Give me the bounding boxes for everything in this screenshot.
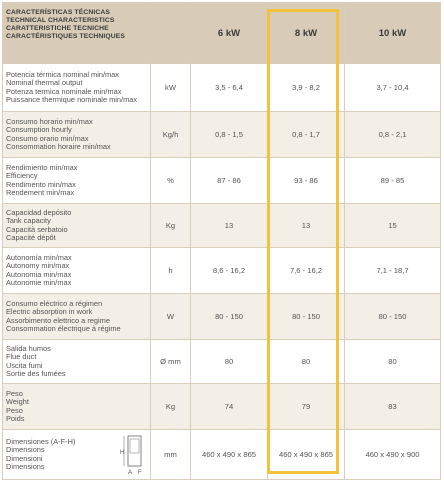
row-description [3, 158, 151, 204]
row-unit: Kg/h [151, 112, 191, 158]
dim-letter-h: H [120, 450, 125, 456]
table-row [3, 294, 441, 340]
desc-line: Autonomia min/max [6, 269, 72, 279]
model-header-8kw: 8 kW [268, 3, 345, 64]
row-unit: % [151, 158, 191, 204]
value-8kw: 80 - 150 [268, 294, 345, 340]
value-10kw: 89 - 85 [345, 158, 441, 204]
desc-line: Autonomie min/max [6, 277, 72, 287]
value-8kw: 93 - 86 [268, 158, 345, 204]
table-row [3, 158, 441, 204]
value-10kw: 80 - 150 [345, 294, 441, 340]
desc-line: Salida humos [6, 344, 51, 354]
row-description [3, 204, 151, 248]
row-unit: kW [151, 64, 191, 112]
desc-line: Consumption hourly [6, 125, 72, 135]
value-10kw: 3,7 - 10,4 [345, 64, 441, 112]
desc-line: Dimensiones (A-F-H) [6, 437, 76, 447]
value-6kw: 0,8 - 1,5 [191, 112, 268, 158]
row-unit: Ø mm [151, 340, 191, 384]
desc-line: Electric absorption in work [6, 307, 93, 317]
desc-line: Peso [6, 389, 23, 399]
desc-line: Consommation électrique à régime [6, 323, 121, 333]
value-10kw: 80 [345, 340, 441, 384]
desc-line: Flue duct [6, 352, 37, 362]
desc-line: Consumo eléctrico a régimen [6, 299, 103, 309]
value-8kw: 0,8 - 1,7 [268, 112, 345, 158]
value-6kw: 80 - 150 [191, 294, 268, 340]
stove-dimensions-icon [120, 433, 146, 475]
value-10kw: 7,1 - 18,7 [345, 248, 441, 294]
value-6kw: 87 - 86 [191, 158, 268, 204]
desc-line: Nominal thermal output [6, 78, 83, 88]
row-unit: Kg [151, 384, 191, 430]
desc-line: Consommation horaire min/max [6, 141, 111, 151]
unit-header [151, 3, 191, 64]
value-10kw: 15 [345, 204, 441, 248]
row-description [3, 340, 151, 384]
desc-line: Consumo orario min/max [6, 133, 89, 143]
row-description [3, 112, 151, 158]
value-8kw: 80 [268, 340, 345, 384]
desc-line: Rendimento min/max [6, 179, 76, 189]
row-description [3, 294, 151, 340]
row-unit: W [151, 294, 191, 340]
title-line: CARATTERISTICHE TECNICHE [6, 25, 109, 32]
value-6kw: 80 [191, 340, 268, 384]
model-header-6kw: 6 kW [191, 3, 268, 64]
table-row [3, 248, 441, 294]
dim-letter-a: A [128, 470, 133, 475]
value-10kw: 83 [345, 384, 441, 430]
dim-letter-f: F [138, 470, 142, 475]
desc-line: Dimensioni [6, 453, 43, 463]
value-10kw: 460 x 490 x 900 [345, 430, 441, 480]
row-description [3, 64, 151, 112]
model-header-10kw: 10 kW [345, 3, 441, 64]
desc-line: Uscita fumi [6, 360, 43, 370]
row-unit: mm [151, 430, 191, 480]
value-6kw: 460 x 490 x 865 [191, 430, 268, 480]
table-row [3, 64, 441, 112]
title-line: CARACTÉRISTIQUES TECHNIQUES [6, 33, 126, 40]
row-unit: Kg [151, 204, 191, 248]
desc-line: Potencia térmica nominal min/max [6, 70, 119, 80]
row-description [3, 430, 151, 480]
desc-line: Capacità serbatoio [6, 224, 68, 234]
desc-line: Peso [6, 405, 23, 415]
table-row [3, 430, 441, 480]
desc-line: Consumo horario min/max [6, 117, 93, 127]
desc-line: Assorbimento elettrico a regime [6, 315, 110, 325]
desc-line: Potenza termica nominale min/max [6, 86, 122, 96]
value-6kw: 74 [191, 384, 268, 430]
header-row [3, 3, 441, 64]
desc-line: Autonomía min/max [6, 253, 72, 263]
value-8kw: 3,9 - 8,2 [268, 64, 345, 112]
value-6kw: 3,5 - 6,4 [191, 64, 268, 112]
value-6kw: 13 [191, 204, 268, 248]
row-description [3, 248, 151, 294]
desc-line: Capacidad depósito [6, 208, 72, 218]
desc-line: Dimensions [6, 461, 45, 471]
desc-line: Rendimiento min/max [6, 163, 78, 173]
row-unit: h [151, 248, 191, 294]
title-line: TECHNICAL CHARACTERISTICS [6, 17, 115, 24]
desc-line: Poids [6, 413, 25, 423]
title-line: CARACTERÍSTICAS TÉCNICAS [6, 9, 110, 16]
value-8kw: 460 x 490 x 865 [268, 430, 345, 480]
value-10kw: 0,8 - 2,1 [345, 112, 441, 158]
table-row [3, 112, 441, 158]
desc-line: Efficiency [6, 171, 38, 181]
table-row [3, 384, 441, 430]
desc-line: Dimensions [6, 445, 45, 455]
value-6kw: 8,6 - 16,2 [191, 248, 268, 294]
desc-line: Weight [6, 397, 29, 407]
table-row [3, 340, 441, 384]
desc-line: Sortie des fumées [6, 368, 66, 378]
desc-line: Puissance thermique nominale min/max [6, 94, 138, 104]
value-8kw: 7,6 - 16,2 [268, 248, 345, 294]
desc-line: Capacité dépôt [6, 232, 56, 242]
desc-line: Rendement min/max [6, 187, 75, 197]
table-row [3, 204, 441, 248]
table-title [3, 3, 151, 64]
technical-characteristics-table [2, 2, 441, 480]
value-8kw: 13 [268, 204, 345, 248]
desc-line: Autonomy min/max [6, 261, 70, 271]
desc-line: Tank capacity [6, 216, 51, 226]
row-description [3, 384, 151, 430]
value-8kw: 79 [268, 384, 345, 430]
